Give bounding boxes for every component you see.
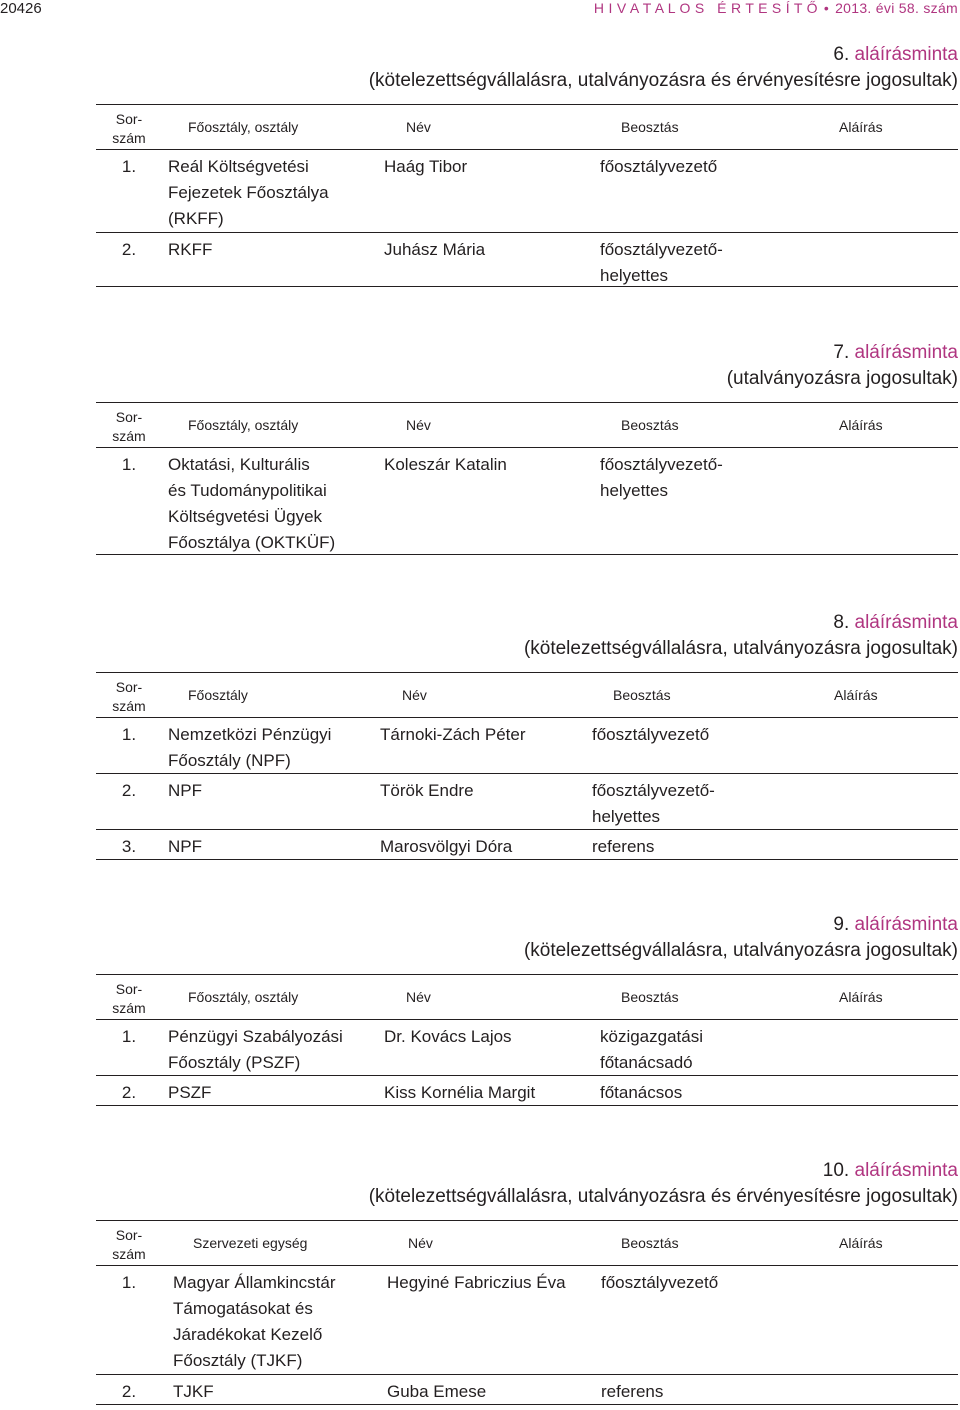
section-subtitle: (utalványozásra jogosultak) [726,368,958,389]
signature-sample-section [96,610,958,860]
row-unit: PSZF [168,1083,212,1102]
signature-sample-section [96,1158,958,1405]
row-unit: RKFF [168,240,213,259]
section-subtitle: (kötelezettségvállalásra, utalványozásra jogosultak) [523,638,958,659]
row-name: Tárnoki-Zách Péter [380,725,526,744]
row-unit: NPF [168,781,202,800]
signature-field [816,1379,956,1399]
row-number: 1. [121,1027,137,1046]
signature-field [816,722,956,742]
section-subtitle: (kötelezettségvállalásra, utalványozásra és érvényesítésre jogosultak) [368,70,958,91]
header-sorszam: Sor- szám [112,409,146,444]
header-unit: Főosztály [188,687,248,703]
signature-field [816,1080,956,1100]
row-position: referens [592,837,655,856]
table-row [96,774,958,830]
row-position: főosztályvezető [592,725,710,744]
header-position: Beosztás [621,119,679,135]
row-unit: Oktatási, Kulturális és Tudománypolitikai Költségvetési Ügyek Főosztálya (OKTKÜF) [168,455,336,552]
signature-field [816,237,956,257]
row-position: főosztályvezető [601,1273,719,1292]
header-name: Név [406,119,431,135]
table-row [96,233,958,287]
row-name: Dr. Kovács Lajos [384,1027,512,1046]
table-row [96,1375,958,1405]
signature-field [816,1270,956,1290]
header-position: Beosztás [621,1235,679,1251]
signature-sample-section [96,42,958,287]
header-name: Név [406,417,431,433]
section-heading [96,912,958,964]
section-number: 9. [833,914,855,935]
table-row [96,150,958,233]
section-number: 6. [833,44,855,65]
header-sorszam: Sor- szám [112,111,146,146]
section-number: 8. [833,612,855,633]
row-number: 2. [121,781,137,800]
row-position: referens [601,1382,664,1401]
header-signature: Aláírás [839,1235,883,1251]
header-sorszam: Sor- szám [112,679,146,714]
header-sorszam: Sor- szám [112,981,146,1016]
journal-info [594,0,958,16]
table-header [96,673,958,718]
row-position: főtanácsos [600,1083,683,1102]
table-row [96,1020,958,1076]
issue-label: 2013. évi 58. szám [835,0,958,16]
section-heading [96,340,958,392]
header-signature: Aláírás [839,989,883,1005]
header-unit: Főosztály, osztály [188,119,299,135]
header-unit: Szervezeti egység [193,1235,308,1251]
row-position: főosztályvezető- helyettes [600,455,723,500]
header-signature: Aláírás [839,417,883,433]
row-number: 2. [121,1083,137,1102]
table-row [96,1266,958,1375]
table-row [96,830,958,860]
signature-sample-section [96,340,958,555]
header-unit: Főosztály, osztály [188,417,299,433]
signature-table [96,402,958,555]
table-header [96,1221,958,1266]
row-unit: TJKF [173,1382,214,1401]
section-number: 10. [822,1160,855,1181]
row-name: Kiss Kornélia Margit [384,1083,536,1102]
header-name: Név [406,989,431,1005]
signature-field [816,154,956,174]
signature-table [96,974,958,1106]
row-name: Marosvölgyi Dóra [380,837,513,856]
header-position: Beosztás [613,687,671,703]
header-name: Név [408,1235,433,1251]
table-row [96,718,958,774]
row-name: Juhász Mária [384,240,486,259]
section-title: aláírásminta [854,914,958,935]
header-position: Beosztás [621,417,679,433]
row-number: 1. [121,725,137,744]
section-heading [96,42,958,94]
row-number: 1. [121,1273,137,1292]
row-unit: Nemzetközi Pénzügyi Főosztály (NPF) [168,725,332,770]
row-name: Guba Emese [387,1382,487,1401]
section-title: aláírásminta [854,342,958,363]
header-signature: Aláírás [834,687,878,703]
row-unit: Pénzügyi Szabályozási Főosztály (PSZF) [168,1027,343,1072]
signature-table [96,104,958,287]
row-position: főosztályvezető- helyettes [600,240,723,285]
row-unit: NPF [168,837,202,856]
row-unit: Magyar Államkincstár Támogatásokat és Járadékokat Kezelő Főosztály (TJKF) [173,1273,336,1370]
table-row [96,1076,958,1106]
header-name: Név [402,687,427,703]
journal-title: H I V A T A L O S É R T E S Í T Ő [593,0,818,16]
row-name: Török Endre [380,781,474,800]
section-title: aláírásminta [854,612,958,633]
section-heading [96,610,958,662]
signature-field [816,1024,956,1044]
header-sorszam: Sor- szám [112,1227,146,1262]
row-number: 2. [121,240,137,259]
table-header [96,403,958,448]
header-unit: Főosztály, osztály [188,989,299,1005]
signature-field [816,452,956,472]
header-position: Beosztás [621,989,679,1005]
signature-table [96,672,958,860]
row-name: Koleszár Katalin [384,455,507,474]
section-title: aláírásminta [854,44,958,65]
row-unit: Reál Költségvetési Fejezetek Főosztálya (RKFF) [168,157,329,228]
row-position: közigazgatási főtanácsadó [600,1027,704,1072]
section-number: 7. [833,342,855,363]
section-title: aláírásminta [854,1160,958,1181]
row-number: 3. [121,837,137,856]
signature-field [816,778,956,798]
separator-dot-icon: • [823,0,830,16]
header-signature: Aláírás [839,119,883,135]
row-position: főosztályvezető- helyettes [592,781,715,826]
row-name: Hegyiné Fabriczius Éva [387,1273,566,1292]
section-subtitle: (kötelezettségvállalásra, utalványozásra és érvényesítésre jogosultak) [368,1186,958,1207]
section-heading [96,1158,958,1210]
page-number: 20426 [0,0,42,17]
signature-sample-section [96,912,958,1106]
signature-field [816,834,956,854]
section-subtitle: (kötelezettségvállalásra, utalványozásra jogosultak) [523,940,958,961]
row-number: 1. [121,455,137,474]
signature-table [96,1220,958,1405]
table-header [96,105,958,150]
table-row [96,448,958,555]
row-number: 2. [121,1382,137,1401]
row-position: főosztályvezető [600,157,718,176]
row-name: Haág Tibor [384,157,468,176]
page-header [0,0,960,22]
row-number: 1. [121,157,137,176]
table-header [96,975,958,1020]
